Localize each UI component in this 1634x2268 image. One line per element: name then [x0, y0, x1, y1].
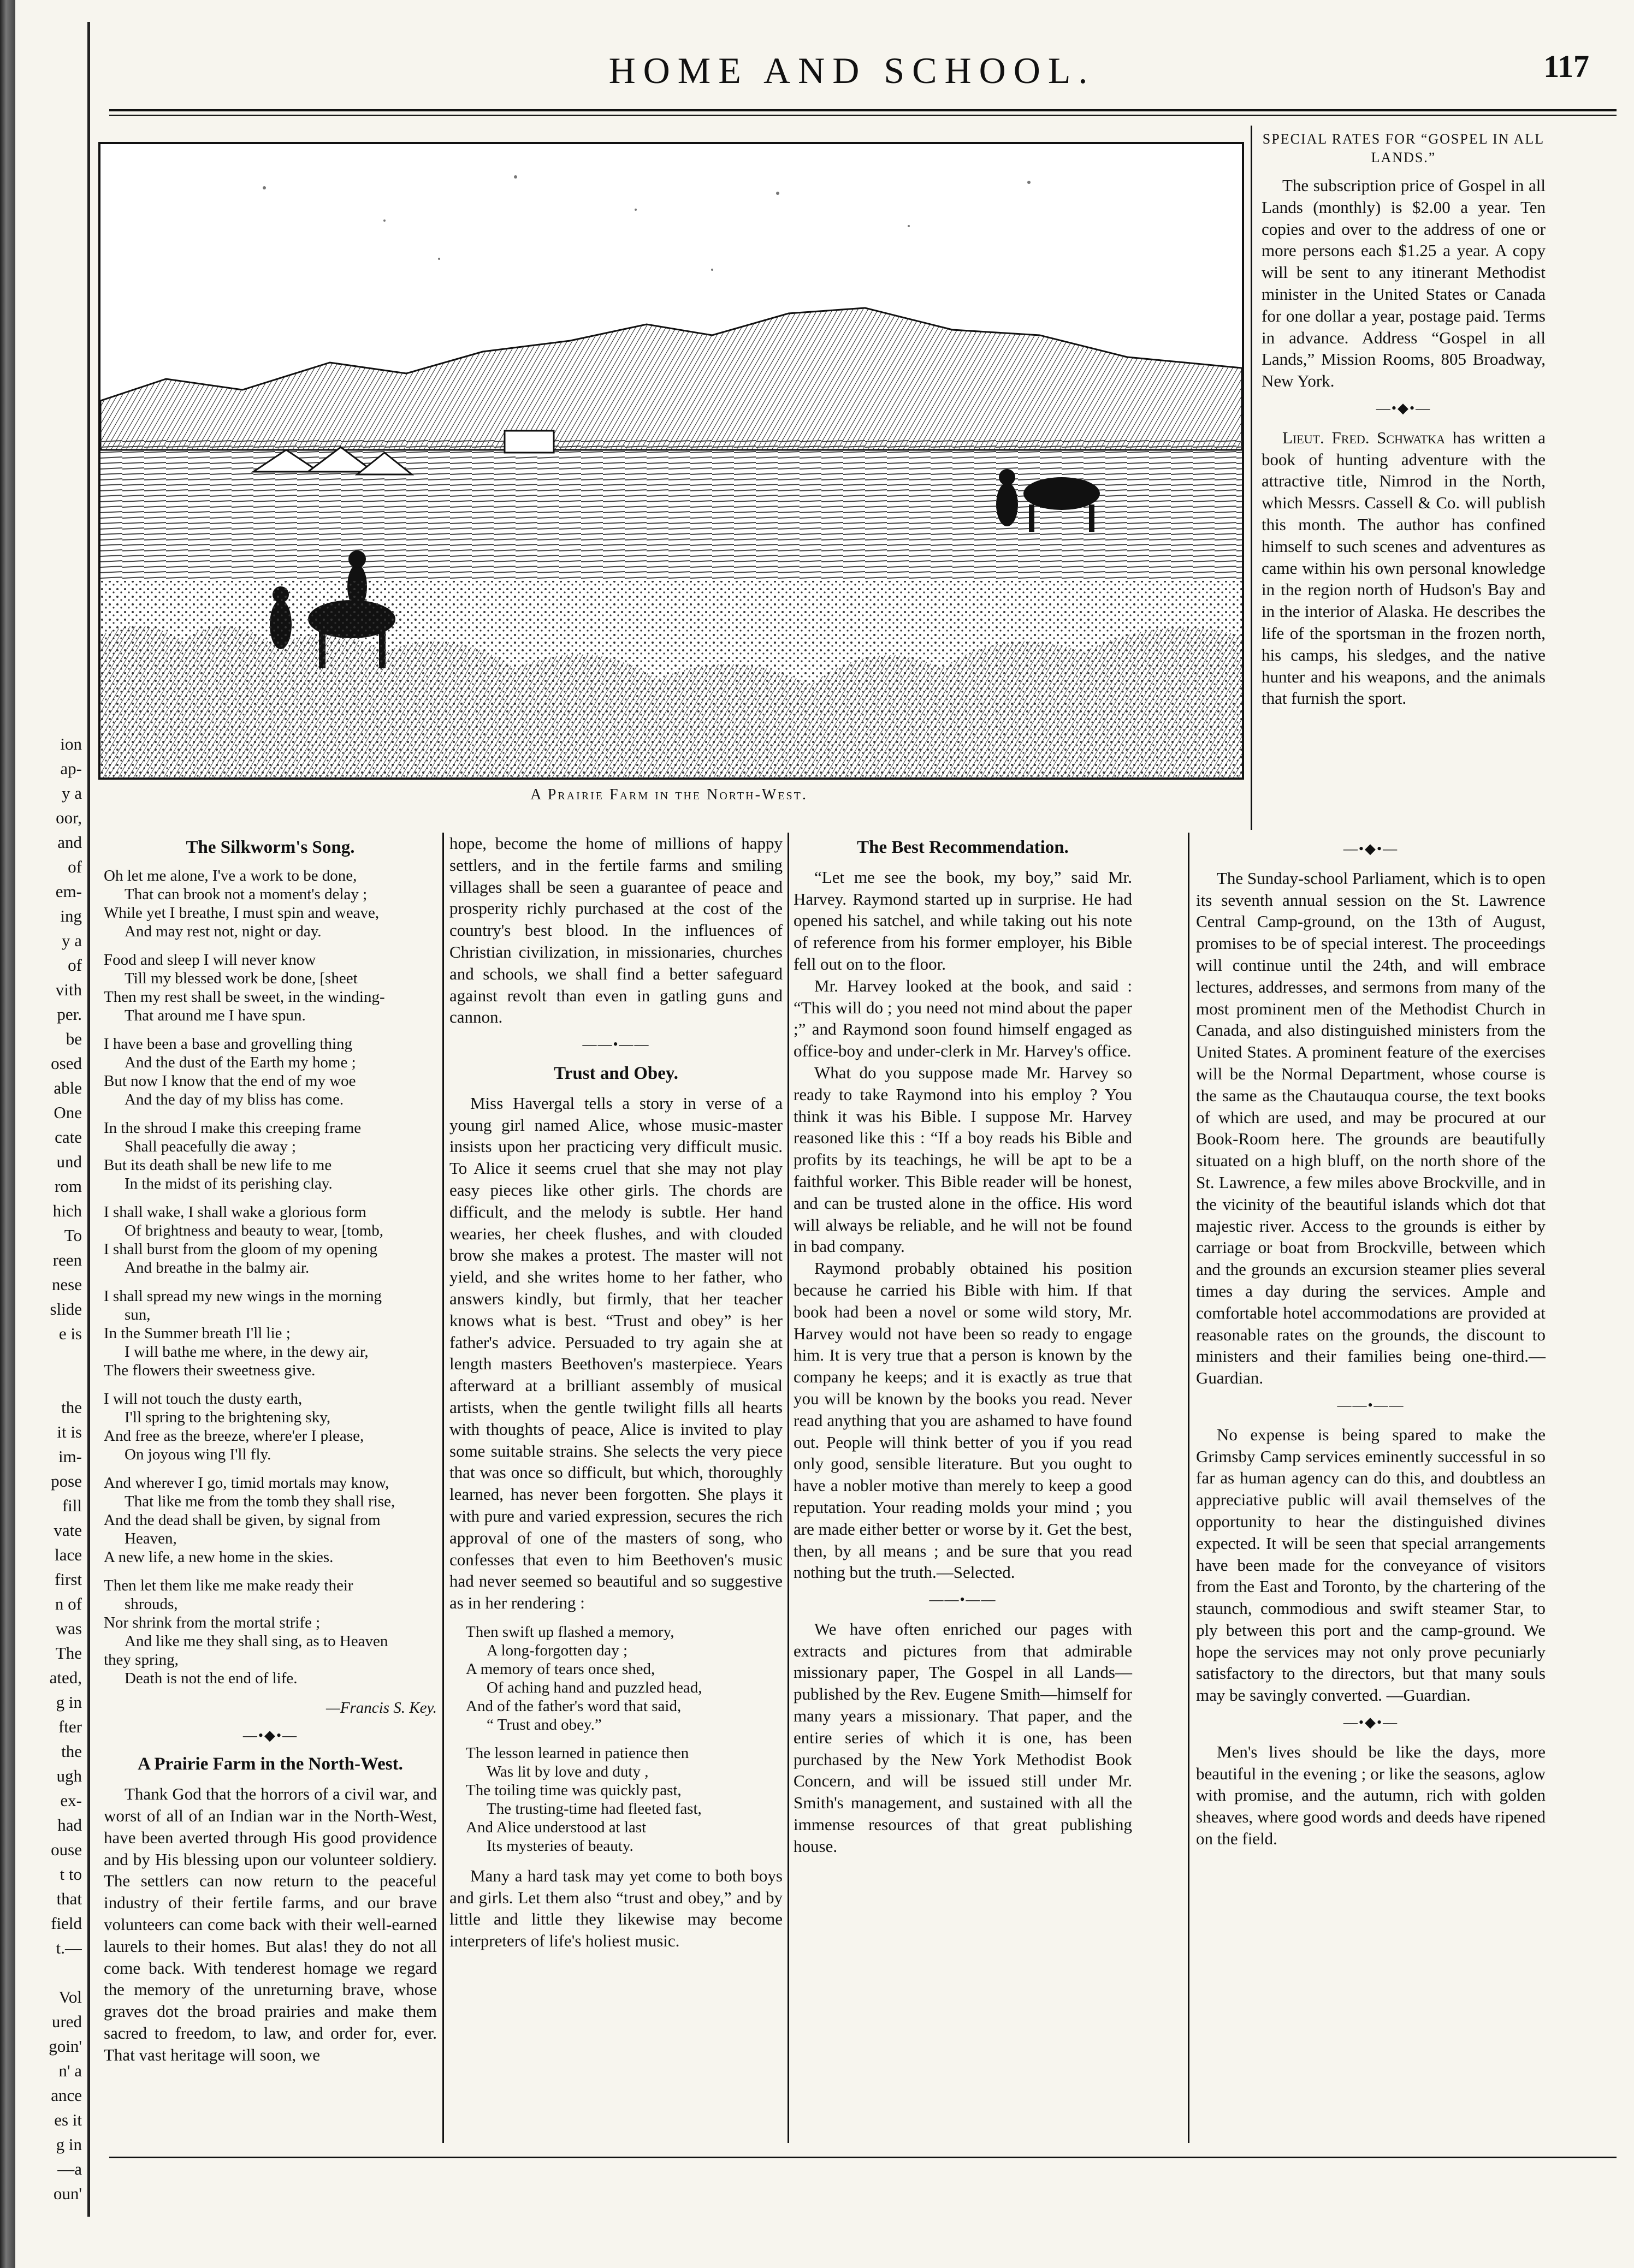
- margin-fragment: One: [54, 1103, 82, 1122]
- prairie-title: A Prairie Farm in the North-West.: [138, 1754, 403, 1774]
- poem-stanza: [104, 951, 437, 1025]
- margin-fragment: that: [56, 1889, 82, 1908]
- ornament-divider: —•◆•—: [1376, 400, 1431, 416]
- margin-fragment: reen: [52, 1250, 82, 1269]
- poem-line: they spring,: [104, 1650, 179, 1669]
- page-title: HOME AND SCHOOL.: [608, 50, 1096, 91]
- margin-fragment: To: [64, 1226, 82, 1245]
- poem-line: Oh let me alone, I've a work to be done,: [104, 866, 357, 884]
- poem-line: And the dust of the Earth my home ;: [125, 1053, 356, 1071]
- poem-line: The toiling time was quickly past,: [466, 1781, 682, 1799]
- poem-line: I shall spread my new wings in the morning: [104, 1287, 382, 1305]
- margin-fragment: first: [55, 1570, 82, 1589]
- poem-stanza: [104, 1035, 437, 1109]
- margin-fragment: osed: [51, 1054, 82, 1073]
- poem-line: Its mysteries of beauty.: [487, 1837, 634, 1855]
- margin-fragment: n of: [55, 1594, 82, 1613]
- poem-line: And may rest not, night or day.: [125, 922, 322, 940]
- poem-line: Heaven,: [125, 1529, 177, 1547]
- margin-fragment: cate: [55, 1127, 82, 1147]
- poem-line: Till my blessed work be done, [sheet: [125, 969, 358, 987]
- best-rec-para-1: “Let me see the book, my boy,” said Mr. Harvey. Raymond started up in surprise. He had opened his satchel, and while taking out his note of reference from his former employer, his Bible fell out on to the floor.: [794, 867, 1132, 973]
- poem-stanza: [104, 1119, 437, 1193]
- column-1: [104, 833, 437, 2066]
- poem-line: Then swift up flashed a memory,: [466, 1623, 674, 1641]
- poem-line: Then my rest shall be sweet, in the winding-: [104, 988, 385, 1006]
- special-rates-heading: SPECIAL RATES FOR “GOSPEL IN ALL LANDS.”: [1262, 131, 1545, 165]
- trust-body: Miss Havergal tells a story in verse of a young girl named Alice, whose music-master insists upon her practicing very difficult music. To Alice it seems cruel that she may not play easy pieces like other girls. The chords are difficult, and the melody is subtle. Her hand wearies, her cheek flushes, and with clouded brow she makes a protest. The master will not yield, and she writes home to her father, who answers kindly, but firmly, that her teacher knows what is best. “Trust and obey” is her father's advice. Persuaded to try again she at length masters Beethoven's masterpiece. Years afterward at a brilliant assembly of musical artists, when the gentle twilight fills all hearts with thoughts of peace, Alice is invited to play some suitable strains. She selects the very piece that was once so difficult, but which, thoroughly learned, has never been forgotten. She plays it with pure and varied expression, secures the rich approval of one of the masters of song, who confesses that even to him Beethoven's music had never seemed so beautiful and so suggestive as in her rendering :: [449, 1093, 783, 1613]
- parliament-paragraph: The Sunday-school Parliament, which is to open its seventh annual session on the St. Lawrence Central Camp-ground, on the 13th of August, promises to be of special interest. The proceedings will continue until the 24th, and will embrace lectures, addresses, and sermons from many of the most prominent men of the Methodist Church in Canada, and also distinguished ministers from the United States. A prominent feature of the exercises will be the Normal Department, whose course is the same as the Chautauqua course, the text books of which are used, and may be procured at our Book-Room here. The grounds are beautifully situated on a high bluff, on the north shore of the St. Lawrence, a few miles above Brockville, and in the vicinity of the beautiful islands which dot that majestic river. Access to the grounds is either by carriage or boat from Brockville, between which and the grounds an excursion steamer plies several times a day during the services. Ample and comfortable hotel accommodations are provided at reasonable rates on the grounds, the discount to ministers and their families being one-third.—Guardian.: [1196, 868, 1546, 1388]
- illustration-caption: A Prairie Farm in the North-West.: [530, 786, 808, 803]
- margin-fragment: vith: [55, 980, 82, 999]
- poem-line: The flowers their sweetness give.: [104, 1361, 316, 1379]
- silkworm-title: The Silkworm's Song.: [186, 838, 355, 857]
- previous-page-fragments: [16, 732, 82, 2206]
- poem-line: The trusting-time had fleeted fast,: [487, 1800, 702, 1818]
- trust-poem: [466, 1623, 783, 1855]
- ornament-divider: —•◆•—: [1343, 841, 1399, 857]
- margin-fragment: had: [57, 1815, 82, 1834]
- poem-line: Of aching hand and puzzled head,: [487, 1678, 702, 1696]
- best-rec-para-2: Mr. Harvey looked at the book, and said : “This will do ; you need not mind about the paper ;” and Raymond soon found himself engaged as office-boy and under-clerk in Mr. Harvey's office.: [794, 976, 1132, 1061]
- poem-stanza: [104, 1576, 437, 1688]
- margin-fragment: ion: [60, 734, 82, 753]
- margin-fragment: of: [68, 857, 82, 876]
- margin-fragment: ap-: [60, 759, 82, 778]
- margin-fragment: —a: [57, 2159, 82, 2178]
- poem-line: And breathe in the balmy air.: [125, 1258, 310, 1277]
- poem-stanza: [104, 1287, 437, 1380]
- poem-line: That can brook not a moment's delay ;: [125, 885, 368, 903]
- margin-fragment: able: [54, 1078, 82, 1097]
- silkworm-poem: [104, 866, 437, 1688]
- special-rates-body: The subscription price of Gospel in all Lands (monthly) is $2.00 a year. Ten copies and over to the address of one or more persons each $1.25 a year. A copy will be sent to any itinerant Methodist minister in the United States or Canada for one dollar a year, postage paid. Terms in advance. Address “Gospel in all Lands,” Mission Rooms, 805 Broadway, New York.: [1262, 176, 1546, 391]
- cabin: [505, 431, 554, 453]
- poem-line: I'll spring to the brightening sky,: [125, 1408, 331, 1426]
- margin-fragment: oun': [53, 2184, 82, 2203]
- poem-line: And of the father's word that said,: [466, 1697, 682, 1715]
- margin-fragment: nese: [51, 1275, 82, 1294]
- silkworm-author: —Francis S. Key.: [326, 1699, 437, 1717]
- poem-line: The lesson learned in patience then: [466, 1744, 689, 1762]
- schwatka-body: has written a book of hunting adventure with the attractive title, Nimrod in the North, which Messrs. Cassell & Co. will publish this month. The author has confined himself to such scenes and adventures as came within his own personal knowledge in the region north of Hudson's Bay and in the interior of Alaska. He describes the life of the sportsman in the frozen north, his camps, his sledges, and the native hunter and his weapons, and the animals that furnish the sport.: [1262, 428, 1546, 708]
- poem-line: Was lit by love and duty ,: [487, 1762, 649, 1780]
- margin-fragment: n' a: [58, 2061, 82, 2080]
- margin-fragment: pose: [51, 1471, 82, 1491]
- margin-fragment: Vol: [58, 1987, 82, 2006]
- margin-fragment: [16, 1346, 82, 1370]
- poem-line: I shall burst from the gloom of my opening: [104, 1240, 377, 1258]
- prairie-body-part1: Thank God that the horrors of a civil war, and worst of all of an Indian war in the North-West, have been averted through His good providence and by His blessing upon our volunteer soldiery. The settlers can now return to the peaceful industry of their fertile farms, and our brave volunteers can come back with their well-earned laurels to their homes. But alas! they do not all come back. With tenderest homage we regard the memory of the unreturning brave, whose graves dot the broad prairies and make them sacred to freedom, to law, and order for, ever. That vast heritage will soon, we: [104, 1784, 437, 2064]
- prairie-farm-engraving: [100, 144, 1242, 777]
- margin-fragment: the: [61, 1398, 82, 1417]
- poem-line: In the Summer breath I'll lie ;: [104, 1324, 291, 1342]
- bottom-rule: [109, 2157, 1617, 2158]
- ornament-divider: —•◆•—: [1343, 1714, 1399, 1731]
- best-rec-title: The Best Recommendation.: [857, 838, 1069, 857]
- poem-line: A memory of tears once shed,: [466, 1660, 655, 1678]
- column-rule-3: [1188, 833, 1189, 2143]
- margin-fragment: fill: [62, 1496, 82, 1515]
- poem-line: And like me they shall sing, as to Heaven: [125, 1632, 388, 1650]
- poem-line: I will bathe me where, in the dewy air,: [125, 1343, 369, 1361]
- ornament-divider: ——•——: [582, 1036, 650, 1053]
- margin-fragment: ured: [51, 2012, 82, 2031]
- ornament-divider: ——•——: [929, 1592, 997, 1608]
- margin-fragment: [16, 1370, 82, 1395]
- schwatka-paragraph: [1262, 427, 1546, 709]
- margin-fragment: was: [55, 1619, 82, 1638]
- margin-fragment: oor,: [56, 808, 82, 827]
- schwatka-lead: Lieut. Fred. Schwatka: [1282, 428, 1445, 447]
- margin-fragment: ance: [51, 2086, 82, 2105]
- margin-fragment: [16, 1960, 82, 1985]
- margin-fragment: ouse: [51, 1840, 82, 1859]
- trust-closing: Many a hard task may yet come to both boys and girls. Let them also “trust and obey,” and by little and little they likewise may become interpreters of life's holiest music.: [449, 1866, 783, 1951]
- margin-fragment: of: [68, 955, 82, 975]
- margin-fragment: g in: [56, 2135, 82, 2154]
- margin-fragment: und: [56, 1152, 82, 1171]
- poem-stanza: [104, 1203, 437, 1277]
- previous-page-margin: [0, 0, 82, 2268]
- prairie-farm-illustration: [98, 142, 1244, 780]
- poem-line: While yet I breathe, I must spin and weave,: [104, 904, 380, 922]
- column-3: [794, 833, 1132, 1857]
- margin-fragment: per.: [57, 1005, 82, 1024]
- poem-line: Of brightness and beauty to wear, [tomb,: [125, 1221, 383, 1239]
- column-2: [449, 833, 783, 1952]
- margin-fragment: rom: [55, 1177, 82, 1196]
- margin-fragment: y a: [61, 783, 82, 803]
- poem-line: On joyous wing I'll fly.: [125, 1445, 271, 1463]
- margin-fragment: hich: [52, 1201, 82, 1220]
- margin-fragment: The: [55, 1643, 82, 1663]
- poem-line: But its death shall be new life to me: [104, 1156, 332, 1174]
- margin-fragment: slide: [50, 1299, 82, 1319]
- poem-line: And the day of my bliss has come.: [125, 1090, 344, 1108]
- margin-fragment: ated,: [49, 1668, 82, 1687]
- poem-stanza: [104, 866, 437, 941]
- poem-line: And wherever I go, timid mortals may know,: [104, 1474, 389, 1492]
- poem-line: And the dead shall be given, by signal from: [104, 1511, 381, 1529]
- margin-fragment: goin': [49, 2037, 82, 2056]
- margin-fragment: im-: [58, 1447, 82, 1466]
- poem-line: And free as the breeze, where'er I please,: [104, 1427, 364, 1445]
- margin-fragment: the: [61, 1742, 82, 1761]
- margin-fragment: field: [51, 1914, 82, 1933]
- page-header: [87, 44, 1617, 104]
- margin-fragment: it is: [57, 1422, 82, 1441]
- poem-line: “ Trust and obey.”: [487, 1715, 602, 1733]
- margin-fragment: y a: [61, 931, 82, 950]
- poem-line: But now I know that the end of my woe: [104, 1072, 356, 1090]
- poem-line: A long-forgotten day ;: [487, 1641, 628, 1659]
- margin-fragment: t.—: [56, 1938, 82, 1957]
- margin-fragment: ugh: [56, 1766, 82, 1785]
- binding-spine: [0, 0, 15, 2268]
- margin-fragment: and: [57, 833, 82, 852]
- column-rule-2: [788, 833, 789, 2143]
- margin-fragment: vate: [54, 1521, 82, 1540]
- poem-line: In the midst of its perishing clay.: [125, 1174, 333, 1192]
- best-rec-para-4: Raymond probably obtained his position because he carried his Bible with him. If that book had been a novel or some wild story, Mr. Harvey would not have been so ready to engage him. It is very true that a person is known by the company he keeps; and it is exactly as true that you will be known by the books you read. Never read anything that you are ashamed to have found out. People will think better of you if you read only good, sensible literature. But you ought to have a nobler motive than merely to keep a good reputation. Your reading molds your mind ; you are made either better or worse by it. Get the best, then, by all means ; and be sure that you read nothing but the truth.—Selected.: [794, 1258, 1132, 1582]
- poem-line: A new life, a new home in the skies.: [104, 1548, 334, 1566]
- poem-line: That around me I have spun.: [125, 1006, 306, 1024]
- poem-line: Shall peacefully die away ;: [125, 1137, 297, 1155]
- poem-line: sun,: [125, 1305, 151, 1323]
- header-rule: [109, 109, 1617, 116]
- margin-fragment: ing: [60, 906, 82, 925]
- grimsby-paragraph: No expense is being spared to make the Grimsby Camp services eminently successful in so far as human agency can do this, and doubtless an appreciative public will avail themselves of the opportunity to hear the distinguished divines expected. It will be seen that special arrangements have been made for the conveyance of visitors from the East and Toronto, by the chartering of the staunch, commodious and swift steamer Star, to ply between this port and the camp-ground. We hope the services may not only prove pecuniarly satisfactory to the directors, but that many souls may be savingly converted. —Guardian.: [1196, 1424, 1546, 1705]
- best-rec-para-3: What do you suppose made Mr. Harvey so ready to take Raymond into his employ ? You think it was his Bible. I suppose Mr. Harvey reasoned like this : “If a boy reads his Bible and profits by its teachings, he will be apt to be a faithful worker. This Bible reader will be honest, and can be trusted alone in the office. His word will always be reliable, and he will not be found in bad company.: [794, 1062, 1132, 1256]
- ornament-divider: ——•——: [1337, 1397, 1405, 1413]
- column-4: [1196, 833, 1546, 1850]
- margin-fragment: t to: [60, 1865, 82, 1884]
- margin-fragment: e is: [58, 1324, 82, 1343]
- margin-fragment: es it: [54, 2110, 82, 2129]
- column-right-top: [1262, 126, 1546, 709]
- poem-stanza: [104, 1390, 437, 1464]
- page-number: 117: [1543, 49, 1589, 84]
- poem-line: Then let them like me make ready their: [104, 1576, 353, 1594]
- poem-line: Food and sleep I will never know: [104, 951, 316, 969]
- mens-lives-paragraph: Men's lives should be like the days, more beautiful in the evening ; or like the seasons, aglow with promise, and the autumn, rich with golden sheaves, where good words and deeds have ripened on the field.: [1196, 1742, 1546, 1849]
- column-rule-top: [1251, 126, 1252, 830]
- poem-line: I have been a base and grovelling thing: [104, 1035, 352, 1053]
- poem-stanza: [466, 1744, 783, 1855]
- margin-fragment: em-: [55, 882, 82, 901]
- poem-line: Death is not the end of life.: [125, 1669, 298, 1687]
- margin-fragment: lace: [55, 1545, 82, 1564]
- poem-line: Nor shrink from the mortal strife ;: [104, 1613, 321, 1631]
- poem-line: And Alice understood at last: [466, 1818, 647, 1836]
- poem-stanza: [466, 1623, 783, 1734]
- poem-line: That like me from the tomb they shall rise,: [125, 1492, 395, 1510]
- margin-fragment: ex-: [60, 1791, 82, 1810]
- poem-line: shrouds,: [125, 1595, 178, 1613]
- margin-fragment: fter: [58, 1717, 82, 1736]
- column-rule-1: [442, 833, 444, 2143]
- ornament-divider: —•◆•—: [242, 1727, 298, 1743]
- poem-line: I shall wake, I shall wake a glorious form: [104, 1203, 366, 1221]
- prairie-body-part2: hope, become the home of millions of happy settlers, and in the fertile farms and smiling villages shall be seen a guarantee of peace and prosperity richly purchased at the cost of the country's best blood. In the influences of Christian civilization, in missionaries, churches and schools, we shall find a better safeguard against revolt than even in gatling guns and cannon.: [449, 834, 783, 1027]
- margin-fragment: g in: [56, 1693, 82, 1712]
- gospel-paper-paragraph: We have often enriched our pages with extracts and pictures from that admirable missionary paper, The Gospel in all Lands—published by the Rev. Eugene Smith—himself for many years a missionary. That paper, and the entire series of which it is one, has been purchased by the New York Methodist Book Concern, and will be issued still under Mr. Smith's management, and sustained with all the immense resources of that great publishing house.: [794, 1619, 1132, 1856]
- margin-fragment: be: [66, 1029, 82, 1048]
- poem-line: In the shroud I make this creeping frame: [104, 1119, 362, 1137]
- poem-stanza: [104, 1474, 437, 1566]
- trust-title: Trust and Obey.: [554, 1063, 678, 1083]
- poem-line: I will not touch the dusty earth,: [104, 1390, 303, 1408]
